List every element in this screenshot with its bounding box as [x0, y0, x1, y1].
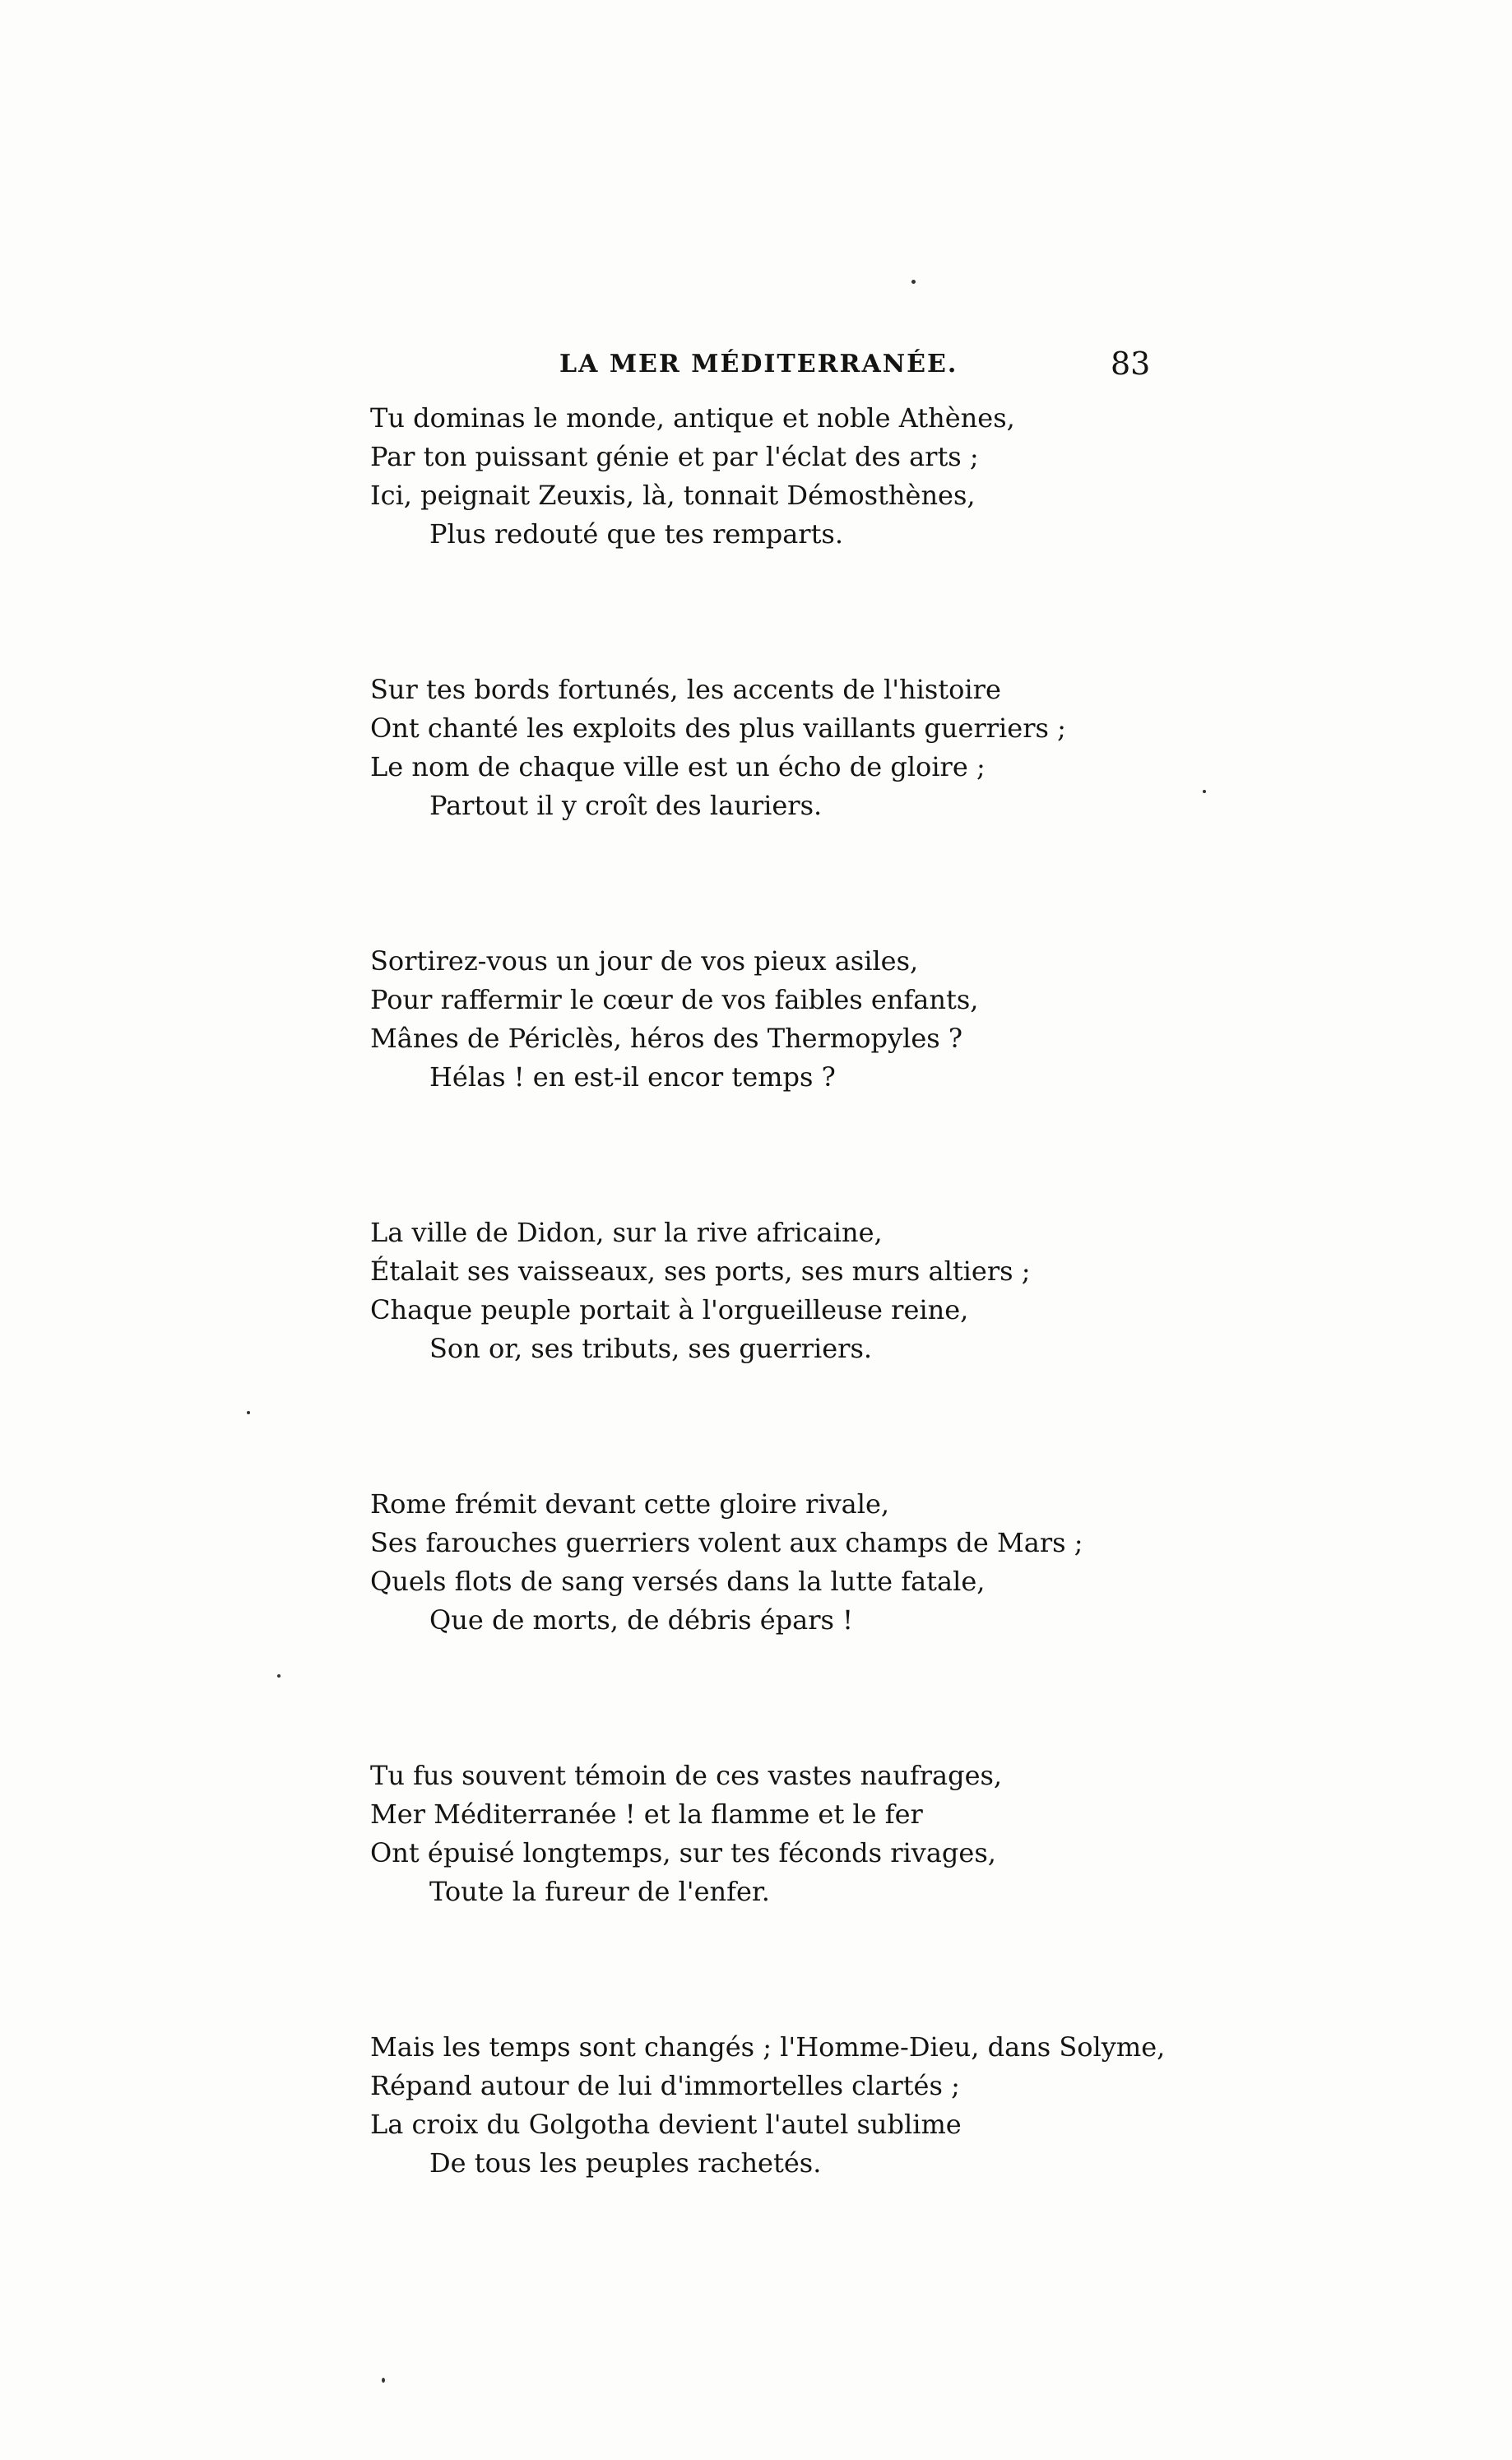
- poem-line: Ici, peignait Zeuxis, là, tonnait Démosthènes,: [370, 480, 976, 511]
- poem-line-indented: Plus redouté que tes remparts.: [429, 518, 844, 550]
- poem-line: Quels flots de sang versés dans la lutte fatale,: [370, 1566, 986, 1597]
- poem-line-indented: Hélas ! en est-il encor temps ?: [429, 1061, 836, 1093]
- stanza-2: [370, 671, 1440, 825]
- poem-line: La croix du Golgotha devient l'autel sublime: [370, 2109, 962, 2140]
- poem-line: Par ton puissant génie et par l'éclat des arts ;: [370, 441, 979, 472]
- poem-line: Rome frémit devant cette gloire rivale,: [370, 1488, 890, 1520]
- poem-line: Chaque peuple portait à l'orgueilleuse reine,: [370, 1294, 969, 1325]
- poem-line: Ont épuisé longtemps, sur tes féconds rivages,: [370, 1837, 996, 1868]
- poem-line: Pour raffermir le cœur de vos faibles enfants,: [370, 984, 979, 1015]
- poem-line: Mais les temps sont changés ; l'Homme-Dieu, dans Solyme,: [370, 2031, 1166, 2063]
- scan-speck: [1203, 790, 1206, 793]
- scan-speck: [247, 1411, 250, 1414]
- poem-line-indented: Toute la fureur de l'enfer.: [429, 1876, 770, 1907]
- poem-line: La ville de Didon, sur la rive africaine,: [370, 1217, 883, 1248]
- poem-line: Tu fus souvent témoin de ces vastes naufrages,: [370, 1760, 1003, 1791]
- page-number: 83: [1111, 346, 1151, 382]
- scan-speck: [382, 2378, 385, 2383]
- poem-line: Répand autour de lui d'immortelles clartés ;: [370, 2070, 960, 2101]
- scan-speck: [911, 280, 916, 284]
- poem-line: Sur tes bords fortunés, les accents de l'histoire: [370, 674, 1001, 705]
- poem-line: Sortirez-vous un jour de vos pieux asiles,: [370, 945, 919, 977]
- poem-line-indented: De tous les peuples rachetés.: [429, 2147, 822, 2179]
- stanza-5: [370, 1485, 1440, 1640]
- poem-line: Ont chanté les exploits des plus vaillants guerriers ;: [370, 712, 1066, 744]
- stanza-6: [370, 1757, 1440, 1911]
- poem-line-indented: Son or, ses tributs, ses guerriers.: [429, 1333, 873, 1364]
- poem-line-indented: Partout il y croît des lauriers.: [429, 790, 823, 821]
- scan-speck: [277, 1674, 281, 1678]
- stanza-7: [370, 2028, 1440, 2183]
- stanza-3: [370, 942, 1440, 1097]
- poem-line-indented: Que de morts, de débris épars !: [429, 1604, 853, 1636]
- poem-line: Ses farouches guerriers volent aux champs de Mars ;: [370, 1527, 1083, 1558]
- stanza-4: [370, 1214, 1440, 1368]
- poem-line: Étalait ses vaisseaux, ses ports, ses murs altiers ;: [370, 1256, 1031, 1287]
- poem-line: Tu dominas le monde, antique et noble Athènes,: [370, 402, 1015, 434]
- stanza-1: [370, 399, 1440, 554]
- running-head: LA MER MÉDITERRANÉE.: [559, 350, 958, 378]
- poem: [370, 399, 1440, 2300]
- poem-line: Le nom de chaque ville est un écho de gloire ;: [370, 751, 986, 782]
- poem-line: Mer Méditerranée ! et la flamme et le fer: [370, 1799, 923, 1830]
- poem-line: Mânes de Périclès, héros des Thermopyles ?: [370, 1023, 962, 1054]
